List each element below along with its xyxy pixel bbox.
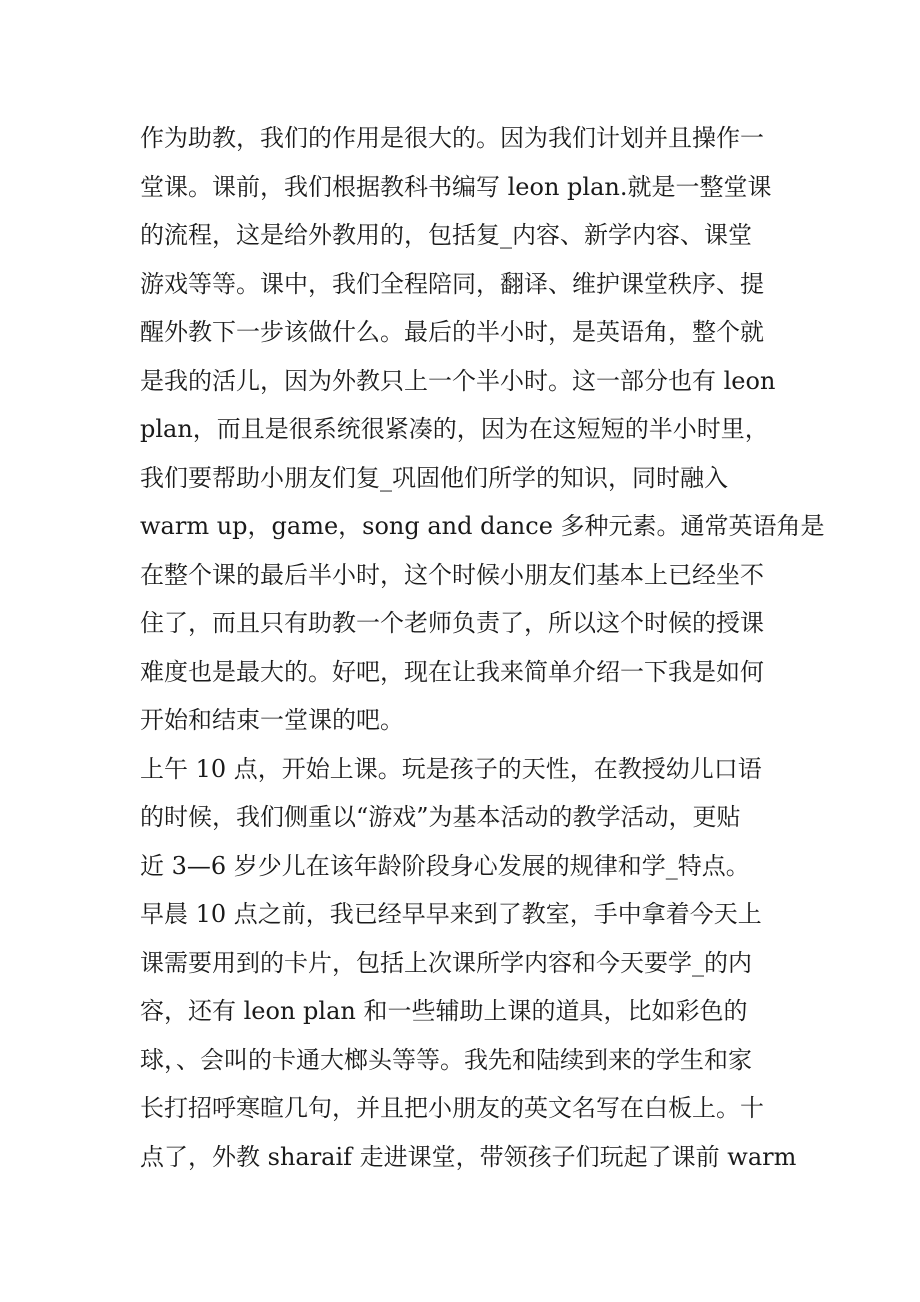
text-line: 的时候，我们侧重以“游戏”为基本活动的教学活动，更贴	[140, 803, 741, 831]
text-line: 作为助教，我们的作用是很大的。因为我们计划并且操作一	[140, 124, 764, 152]
text-line: 开始和结束一堂课的吧。	[140, 706, 404, 734]
text-line: 的流程，这是给外教用的，包括复_内容、新学内容、课堂	[140, 221, 752, 249]
text-line: 醒外教下一步该做什么。最后的半小时，是英语角，整个就	[140, 318, 764, 346]
text-line: 上午 10 点，开始上课。玩是孩子的天性，在教授幼儿口语	[140, 754, 762, 783]
text-line: 我们要帮助小朋友们复_巩固他们所学的知识，同时融入	[140, 463, 728, 492]
text-line: 点了，外教 sharaif 走进课堂，带领孩子们玩起了课前 warm	[140, 1142, 797, 1171]
text-line: 难度也是最大的。好吧，现在让我来简单介绍一下我是如何	[140, 657, 764, 686]
text-line: 长打招呼寒暄几句，并且把小朋友的英文名写在白板上。十	[140, 1094, 764, 1122]
text-line: 容，还有 leon plan 和一些辅助上课的道具，比如彩色的	[140, 997, 748, 1025]
text-line: 近 3—6 岁少儿在该年龄阶段身心发展的规律和学_特点。	[140, 851, 750, 880]
text-line: 课需要用到的卡片，包括上次课所学内容和今天要学_的内	[140, 948, 752, 977]
text-line: 是我的活儿，因为外教只上一个半小时。这一部分也有 leon	[140, 366, 776, 395]
text-line: 球，、会叫的卡通大榔头等等。我先和陆续到来的学生和家	[140, 1045, 752, 1074]
text-line: 游戏等等。课中，我们全程陪同，翻译、维护课堂秩序、提	[140, 269, 764, 298]
text-line: plan，而且是很系统很紧凑的，因为在这短短的半小时里，	[140, 415, 769, 443]
text-line: 在整个课的最后半小时，这个时候小朋友们基本上已经坐不	[140, 560, 764, 589]
text-line: 住了，而且只有助教一个老师负责了，所以这个时候的授课	[140, 609, 764, 637]
text-line: 堂课。课前，我们根据教科书编写 leon plan.就是一整堂课	[140, 172, 772, 201]
text-line: warm up，game，song and dance 多种元素。通常英语角是	[140, 512, 825, 540]
text-line: 早晨 10 点之前，我已经早早来到了教室，手中拿着今天上	[140, 900, 762, 928]
document-body	[140, 114, 825, 1181]
